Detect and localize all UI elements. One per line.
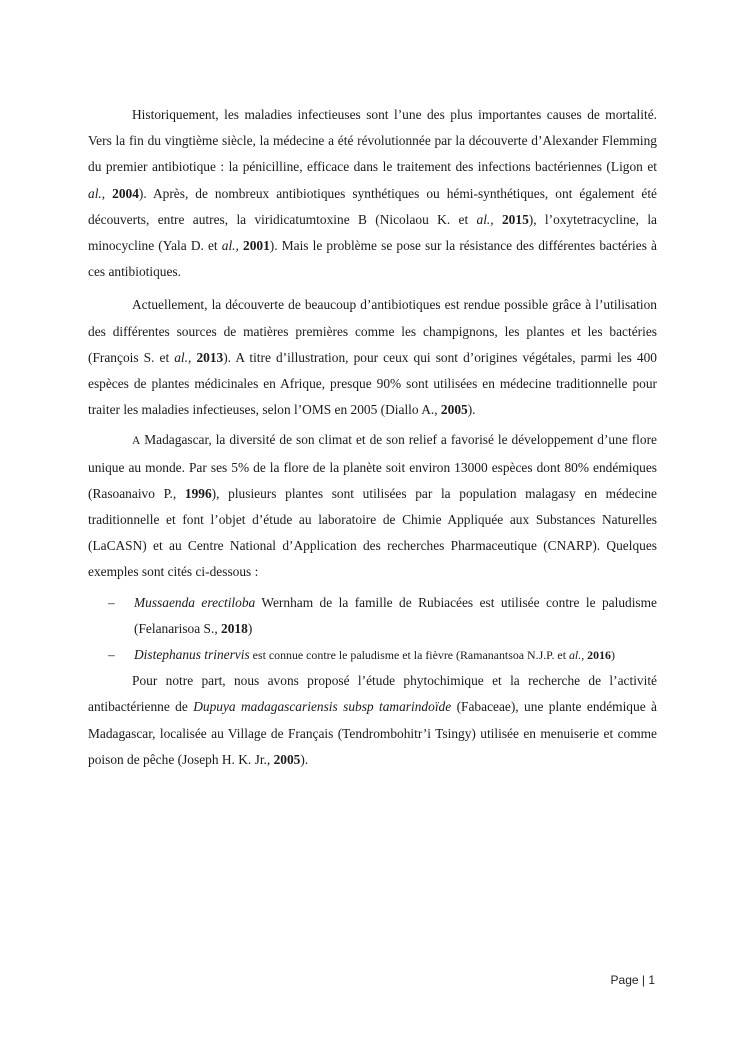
bullet-dash: – [108,594,115,610]
plant-examples-list [88,590,657,669]
body-text [88,102,657,773]
paragraph-madagascar: A Madagascar, la diversité de son climat et de son relief a favorisé le développement d’une flore unique au monde. Par ses 5% de la flore de la planète soit environ 13000 espèces dont 80% endémiques (Rasoanaivo P., 1996), plusieurs plantes sont utilisées par la population malagasy en médecine traditionnelle et font l’objet d’étude au laboratoire de Chimie Appliquée aux Substances Naturelles (LaCASN) et au Centre National d’Application des recherches Pharmaceutique (CNARP). Quelques exemples sont cités ci-dessous : [88,432,657,580]
page-number: Page | 1 [610,973,655,987]
paragraph-our-study: Pour notre part, nous avons proposé l’étude phytochimique et la recherche de l’activité antibactérienne de Dupuya madagascariensis subsp tamarindoïde (Fabaceae), une plante endémique à Madagascar, localisée au Village de Français (Tendrombohitr’i Tsingy) utilisée en menuiserie et comme poison de pêche (Joseph H. K. Jr., 2005). [88,673,657,767]
bullet-dash: – [108,647,115,663]
list-item: – Mussaenda erectiloba Wernham de la famille de Rubiacées est utilisée contre le paludisme (Felanarisoa S., 2018) [88,590,657,642]
list-item: – Distephanus trinervis est connue contre le paludisme et la fièvre (Ramanantsoa N.J.P. et al., 2016) [88,642,657,668]
paragraph-current: Actuellement, la découverte de beaucoup d’antibiotiques est rendue possible grâce à l’utilisation des différentes sources de matières premières comme les champignons, les plantes et les bactéries (François S. et al., 2013). A titre d’illustration, pour ceux qui sont d’origines végétales, parmi les 400 espèces de plantes médicinales en Afrique, presque 90% sont utilisées en médecine traditionnelle pour traiter les maladies infectieuses, selon l’OMS en 2005 (Diallo A., 2005). [88,297,657,418]
paragraph-history: Historiquement, les maladies infectieuses sont l’une des plus importantes causes de mortalité. Vers la fin du vingtième siècle, la médecine a été révolutionnée par la découverte d’Alexander Flemming du premier antibiotique : la pénicilline, efficace dans le traitement des infections bactériennes (Ligon et al., 2004). Après, de nombreux antibiotiques synthétiques ou hémi-synthétiques, ont également été découverts, entre autres, la viridicatumtoxine B (Nicolaou K. et al., 2015), l’oxytetracycline, la minocycline (Yala D. et al., 2001). Mais le problème se pose sur la résistance des différentes bactéries à ces antibiotiques. [88,107,657,280]
